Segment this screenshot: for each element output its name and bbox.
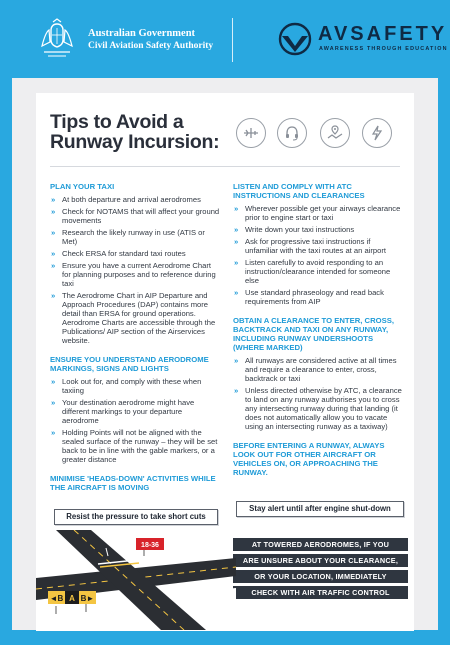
headset-icon — [277, 118, 307, 148]
atc-line: CHECK WITH AIR TRAFFIC CONTROL — [233, 586, 408, 599]
callout-short-cuts: Resist the pressure to take short cuts — [54, 509, 218, 525]
header-divider — [232, 18, 233, 62]
section-heading: ENSURE YOU UNDERSTAND AERODROME MARKINGS, SIGNS AND LIGHTS — [50, 355, 209, 373]
atc-line: OR YOUR LOCATION, IMMEDIATELY — [233, 570, 408, 583]
title-divider — [50, 166, 400, 167]
title-line-1: Tips to Avoid a — [50, 111, 184, 133]
sign-current-taxiway: A — [69, 594, 75, 603]
left-column — [50, 182, 220, 496]
list-item: » At both departure and arrival aerodromes — [50, 195, 220, 204]
runway-sign-label: 18-36 — [141, 542, 159, 549]
callout-stay-alert: Stay alert until after engine shut-down — [236, 501, 404, 517]
gov-line-2: Civil Aviation Safety Authority — [88, 41, 214, 51]
list-item: » Your destination aerodrome might have different markings to your departure aerodrome — [50, 398, 220, 425]
atc-warning-box — [233, 538, 408, 602]
brand-tagline: AWARENESS THROUGH EDUCATION — [319, 46, 448, 52]
runway-hold-sign — [136, 538, 164, 556]
plan-taxi-list — [50, 195, 220, 345]
aircraft-icon — [236, 118, 266, 148]
list-item: » Write down your taxi instructions — [233, 225, 405, 234]
list-item: » Check ERSA for standard taxi routes — [50, 249, 220, 258]
list-item: » Research the likely runway in use (ATIS or Met) — [50, 228, 220, 246]
atc-line: ARE UNSURE ABOUT YOUR CLEARANCE, — [233, 554, 408, 567]
list-item: » Look out for, and comply with these when taxiing — [50, 377, 220, 395]
section-heading: OBTAIN A CLEARANCE TO ENTER, CROSS, BACKTRACK AND TAXI ON ANY RUNWAY, INCLUDING RUNWAY UNDERSHOOTS (WHERE MARKED) — [233, 316, 395, 352]
section-heading: PLAN YOUR TAXI — [50, 182, 115, 191]
government-wordmark — [88, 27, 213, 53]
section-heading: MINIMISE 'HEADS-DOWN' ACTIVITIES WHILE THE AIRCRAFT IS MOVING — [50, 474, 216, 492]
list-item: » Check for NOTAMS that will affect your ground movements — [50, 207, 220, 225]
right-column — [233, 182, 405, 481]
list-item: » Wherever possible get your airways clearance prior to engine start or taxi — [233, 204, 405, 222]
coat-of-arms-icon — [36, 18, 78, 60]
atc-instructions-list — [233, 204, 405, 306]
page-title — [50, 112, 219, 152]
list-item: » Listen carefully to avoid responding to an instruction/clearance intended for someone else — [233, 258, 405, 285]
atc-line: AT TOWERED AERODROMES, IF YOU — [233, 538, 408, 551]
sign-left-arrow: ◄B — [49, 594, 64, 603]
map-icon — [320, 118, 350, 148]
title-line-2: Runway Incursion: — [50, 131, 220, 153]
list-item: » Ensure you have a current Aerodrome Chart for planning purposes and to reference during taxi — [50, 261, 220, 288]
list-item: » Ask for progressive taxi instructions if unfamiliar with the taxi routes at an airport — [233, 237, 405, 255]
sign-right-arrow: B► — [80, 594, 95, 603]
list-item: » The Aerodrome Chart in AIP Departure and Approach Procedures (DAP) contains more detail than ERSA for ground operations. Aerodrome Charts are accessible through the Publications/ AIP section of the Airservices website. — [50, 291, 220, 345]
clearance-list — [233, 356, 405, 431]
section-heading: LISTEN AND COMPLY WITH ATC INSTRUCTIONS AND CLEARANCES — [233, 182, 365, 200]
brand-name: AVSAFETY — [318, 23, 448, 45]
list-item: » All runways are considered active at all times and require a clearance to enter, cross, backtrack or taxi — [233, 356, 405, 383]
lightning-icon — [362, 118, 392, 148]
footer-band — [0, 631, 450, 645]
section-heading: BEFORE ENTERING A RUNWAY, ALWAYS LOOK OUT FOR OTHER AIRCRAFT OR VEHICLES ON, OR APPROACHING THE RUNWAY. — [233, 441, 385, 477]
list-item: » Holding Points will not be aligned with the sealed surface of the runway – they will be set back to be in line with the gable markers, or a greater distance — [50, 428, 220, 464]
list-item: » Use standard phraseology and read back requirements from AIP — [233, 288, 405, 306]
runway-illustration — [36, 530, 236, 630]
gov-line-1: Australian Government — [88, 28, 196, 39]
list-item: » Unless directed otherwise by ATC, a clearance to land on any runway authorises you to cross any intersecting runway during that landing (it does not automatically allow you to vacate using an intersecting runway as a taxiway) — [233, 386, 405, 431]
markings-list — [50, 377, 220, 464]
avsafety-logo-icon — [278, 22, 312, 56]
